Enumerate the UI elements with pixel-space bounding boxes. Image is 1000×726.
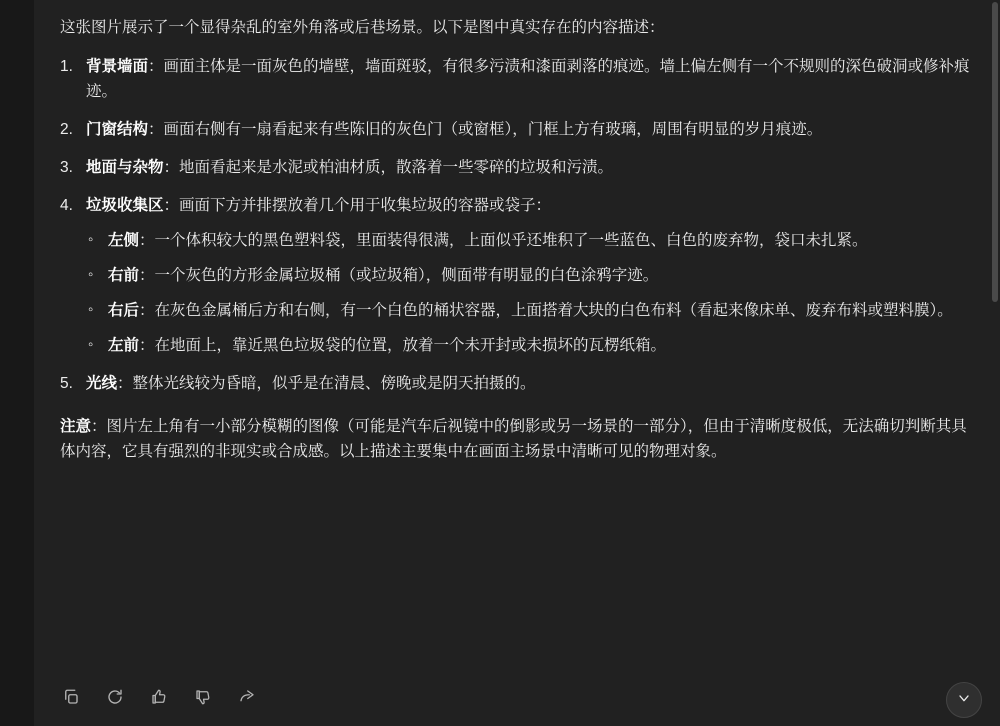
sub-list-item-text: ：在地面上，靠近黑色垃圾袋的位置，放着一个未开封或未损坏的瓦楞纸箱。 xyxy=(139,336,667,354)
list-item xyxy=(60,155,970,180)
sub-list-item-text: ：一个灰色的方形金属垃圾桶（或垃圾箱），侧面带有明显的白色涂鸦字迹。 xyxy=(139,266,659,284)
sub-list-item xyxy=(86,298,970,323)
left-gutter xyxy=(0,0,34,726)
sub-list-item-term: 右后 xyxy=(108,301,140,319)
sub-list-item xyxy=(86,263,970,288)
list-item-text: ：地面看起来是水泥或柏油材质，散落着一些零碎的垃圾和污渍。 xyxy=(163,159,614,177)
list-item-term: 地面与杂物 xyxy=(86,159,164,177)
regenerate-icon xyxy=(106,688,124,706)
list-item xyxy=(60,371,970,396)
note-term: 注意 xyxy=(60,418,92,436)
sub-list-item-text: ：在灰色金属桶后方和右侧，有一个白色的桶状容器，上面搭着大块的白色布料（看起来像床单、废弃布料或塑料膜）。 xyxy=(139,301,953,319)
list-item xyxy=(60,117,970,142)
list-item-text: ：画面下方并排摆放着几个用于收集垃圾的容器或袋子： xyxy=(163,197,552,215)
list-item-text: ：画面右侧有一扇看起来有些陈旧的灰色门（或窗框），门框上方有玻璃，周围有明显的岁月痕迹。 xyxy=(148,121,823,139)
regenerate-button[interactable] xyxy=(104,686,126,708)
note-paragraph xyxy=(60,414,970,464)
copy-button[interactable] xyxy=(60,686,82,708)
list-item-text: ：整体光线较为昏暗，似乎是在清晨、傍晚或是阴天拍摄的。 xyxy=(117,375,536,392)
thumbs-up-button[interactable] xyxy=(148,686,170,708)
sub-list-item-term: 左前 xyxy=(108,336,140,354)
sub-list xyxy=(86,228,970,358)
note-text: ：图片左上角有一小部分模糊的图像（可能是汽车后视镜中的倒影或另一场景的一部分），但由于清晰度极低，无法确切判断其具体内容，它具有强烈的非现实或合成感。以上描述主要集中在画面主场景中清晰可见的物理对象。 xyxy=(60,418,967,461)
thumbs-up-icon xyxy=(150,688,168,706)
description-list xyxy=(60,54,970,396)
list-item-term: 光线 xyxy=(86,375,118,392)
share-icon xyxy=(238,688,256,706)
message-content xyxy=(34,0,1000,726)
list-item-text: ：画面主体是一面灰色的墙壁，墙面斑驳，有很多污渍和漆面剥落的痕迹。墙上偏左侧有一个不规则的深色破洞或修补痕迹。 xyxy=(86,58,970,101)
sub-list-item xyxy=(86,228,970,253)
thumbs-down-button[interactable] xyxy=(192,686,214,708)
list-item xyxy=(60,54,970,104)
share-button[interactable] xyxy=(236,686,258,708)
sub-list-item-text: ：一个体积较大的黑色塑料袋，里面装得很满，上面似乎还堆积了一些蓝色、白色的废弃物，袋口未扎紧。 xyxy=(139,231,868,249)
intro-paragraph: 这张图片展示了一个显得杂乱的室外角落或后巷场景。以下是图中真实存在的内容描述： xyxy=(60,19,665,36)
scroll-to-bottom-button[interactable] xyxy=(946,682,982,718)
copy-icon xyxy=(62,688,80,706)
list-item-term: 背景墙面 xyxy=(86,58,149,76)
sub-list-item xyxy=(86,333,970,358)
chevron-down-icon xyxy=(956,690,972,711)
thumbs-down-icon xyxy=(194,688,212,706)
list-item xyxy=(60,193,970,358)
list-item-term: 门窗结构 xyxy=(86,121,149,139)
sub-list-item-term: 右前 xyxy=(108,266,140,284)
message-action-toolbar xyxy=(60,686,258,708)
sub-list-item-term: 左侧 xyxy=(108,231,140,249)
list-item-term: 垃圾收集区 xyxy=(86,197,164,215)
